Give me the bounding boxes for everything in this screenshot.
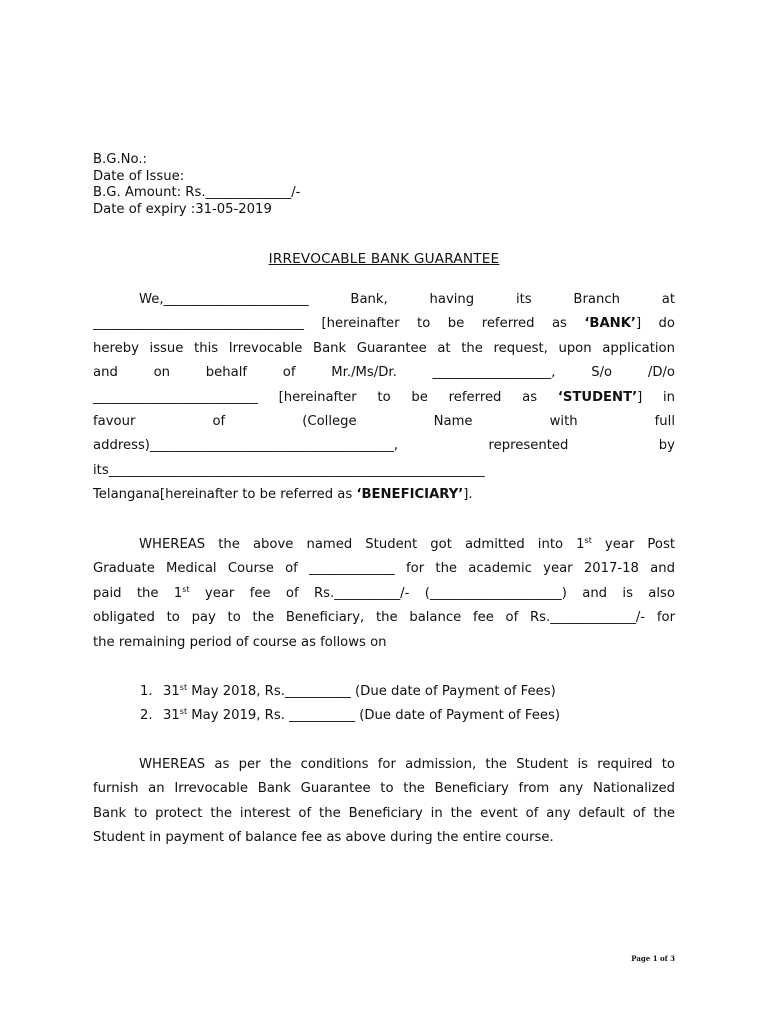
para3-line-1: WHEREAS as per the conditions for admission, the Student is required to <box>139 757 675 772</box>
bg-amount: B.G. Amount: Rs._____________/- <box>93 185 301 200</box>
guarantee-meta-block <box>93 152 300 218</box>
paragraph-whereas-admission <box>93 533 675 655</box>
para2-line-2: Graduate Medical Course of _____________ for the academic year 2017-18 and <box>93 561 675 577</box>
para1-line-8: its_________________________________________________________ <box>93 462 485 478</box>
paragraph-whereas-conditions <box>93 753 675 851</box>
para3-line-3: Bank to protect the interest of the Beneficiary in the event of any default of the <box>93 805 675 821</box>
bg-number: B.G.No.: <box>93 152 147 167</box>
date-of-issue: Date of Issue: <box>93 168 185 184</box>
list-item: 2. 31st May 2019, Rs. __________ (Due date of Payment of Fees) <box>140 707 560 724</box>
para2-line-1: WHEREAS the above named Student got admitted into 1st year Post <box>139 536 675 552</box>
payment-schedule-list <box>140 680 560 729</box>
page-number: Page 1 of 3 <box>631 954 675 963</box>
para1-line-6: favour of (College Name with full <box>93 413 675 429</box>
para1-line-9: Telangana[hereinafter to be referred as ‘BENEFICIARY’]. <box>93 487 473 503</box>
para2-line-3: paid the 1st year fee of Rs.__________/- (____________________) and is also <box>93 584 675 601</box>
para1-line-4: and on behalf of Mr./Ms/Dr. __________________, S/o /D/o <box>93 365 675 381</box>
para3-line-4: Student in payment of balance fee as above during the entire course. <box>93 830 554 846</box>
date-of-expiry: Date of expiry :31-05-2019 <box>93 201 272 217</box>
para3-line-2: furnish an Irrevocable Bank Guarantee to the Beneficiary from any Nationalized <box>93 781 675 797</box>
para1-line-3: hereby issue this Irrevocable Bank Guarantee at the request, upon application <box>93 340 675 356</box>
para1-line-2: ________________________________ [hereinafter to be referred as ‘BANK’] do <box>93 316 675 332</box>
para2-line-5: the remaining period of course as follows on <box>93 634 387 650</box>
para1-line-1: We,______________________ Bank, having its Branch at <box>139 292 675 307</box>
para1-line-7: address)_____________________________________, represented by <box>93 438 675 454</box>
document-title: IRREVOCABLE BANK GUARANTEE <box>268 251 500 267</box>
paragraph-bank-guarantee <box>93 288 675 508</box>
para1-line-5: _________________________ [hereinafter to be referred as ‘STUDENT’] in <box>93 389 676 405</box>
list-item: 1. 31st May 2018, Rs.__________ (Due date of Payment of Fees) <box>140 683 556 699</box>
para2-line-4: obligated to pay to the Beneficiary, the balance fee of Rs._____________/- for <box>93 610 675 626</box>
